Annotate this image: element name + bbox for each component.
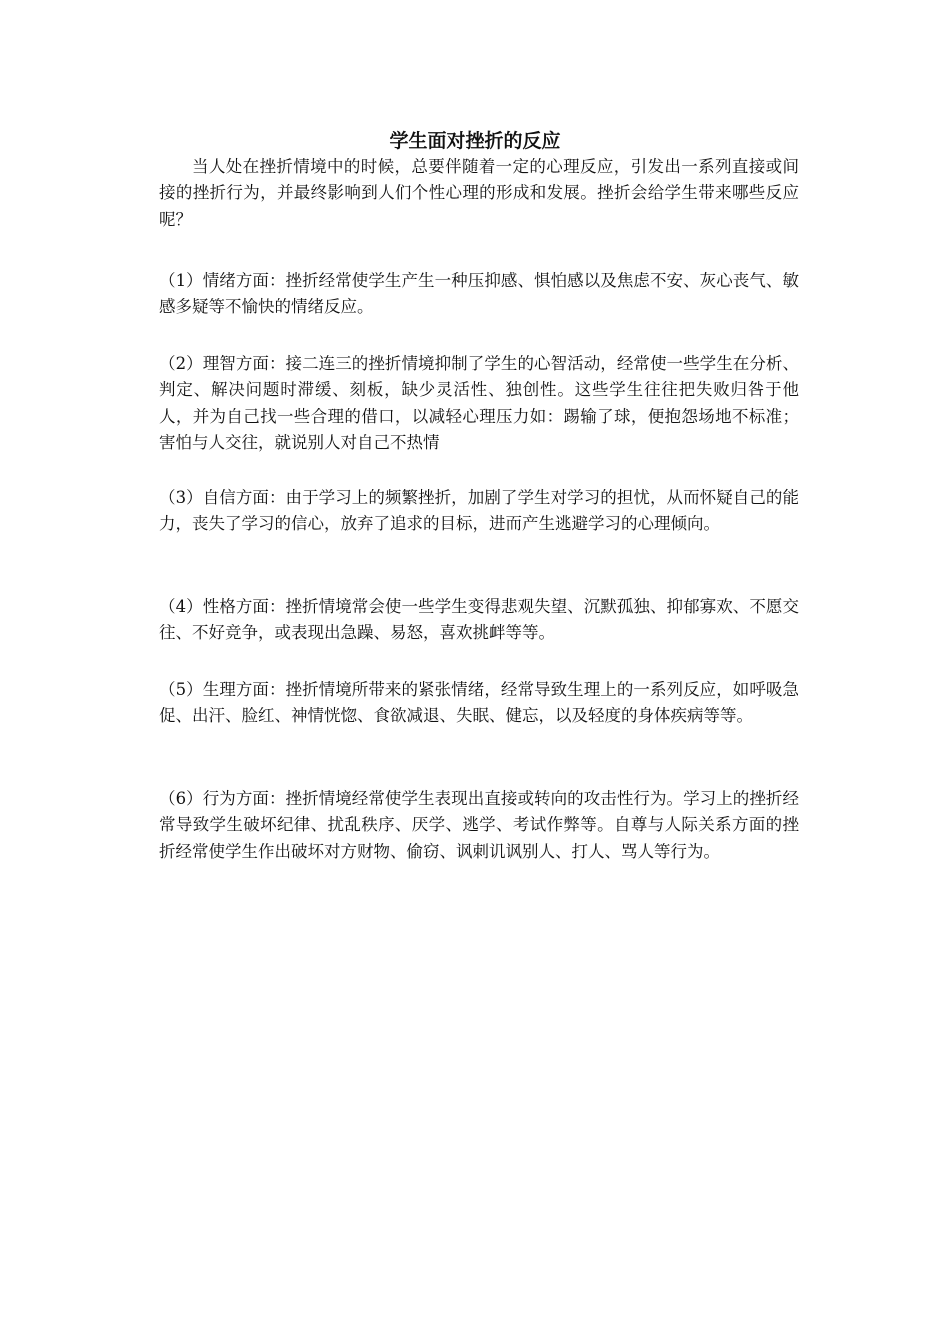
document-title: 学生面对挫折的反应: [389, 130, 561, 152]
section-confidence: （3）自信方面：由于学习上的频繁挫折，加剧了学生对学习的担忧，从而怀疑自己的能力，丧失了学习的信心，放弃了追求的目标，进而产生逃避学习的心理倾向。: [159, 488, 799, 534]
section-emotion: （1）情绪方面：挫折经常使学生产生一种压抑感、惧怕感以及焦虑不安、灰心丧气、敏感多疑等不愉快的情绪反应。: [159, 271, 799, 317]
intro-paragraph: 当人处在挫折情境中的时候，总要伴随着一定的心理反应，引发出一系列直接或间接的挫折行为，并最终影响到人们个性心理的形成和发展。挫折会给学生带来哪些反应呢？: [159, 157, 799, 229]
section-behavior: （6）行为方面：挫折情境经常使学生表现出直接或转向的攻击性行为。学习上的挫折经常导致学生破坏纪律、扰乱秩序、厌学、逃学、考试作弊等。自尊与人际关系方面的挫折经常使学生作出破坏对方财物、偷窃、讽刺讥讽别人、打人、骂人等行为。: [159, 789, 799, 861]
section-personality: （4）性格方面：挫折情境常会使一些学生变得悲观失望、沉默孤独、抑郁寡欢、不愿交往、不好竞争，或表现出急躁、易怒，喜欢挑衅等等。: [159, 597, 799, 643]
section-physiology: （5）生理方面：挫折情境所带来的紧张情绪，经常导致生理上的一系列反应，如呼吸急促、出汗、脸红、神情恍惚、食欲减退、失眠、健忘，以及轻度的身体疾病等等。: [159, 680, 799, 726]
section-intellect: （2）理智方面：接二连三的挫折情境抑制了学生的心智活动，经常使一些学生在分析、判定、解决问题时滞缓、刻板，缺少灵活性、独创性。这些学生往往把失败归咎于他人，并为自己找一些合理的借口，以减轻心理压力如：踢输了球，便抱怨场地不标准；害怕与人交往，就说别人对自己不热情: [159, 354, 799, 453]
